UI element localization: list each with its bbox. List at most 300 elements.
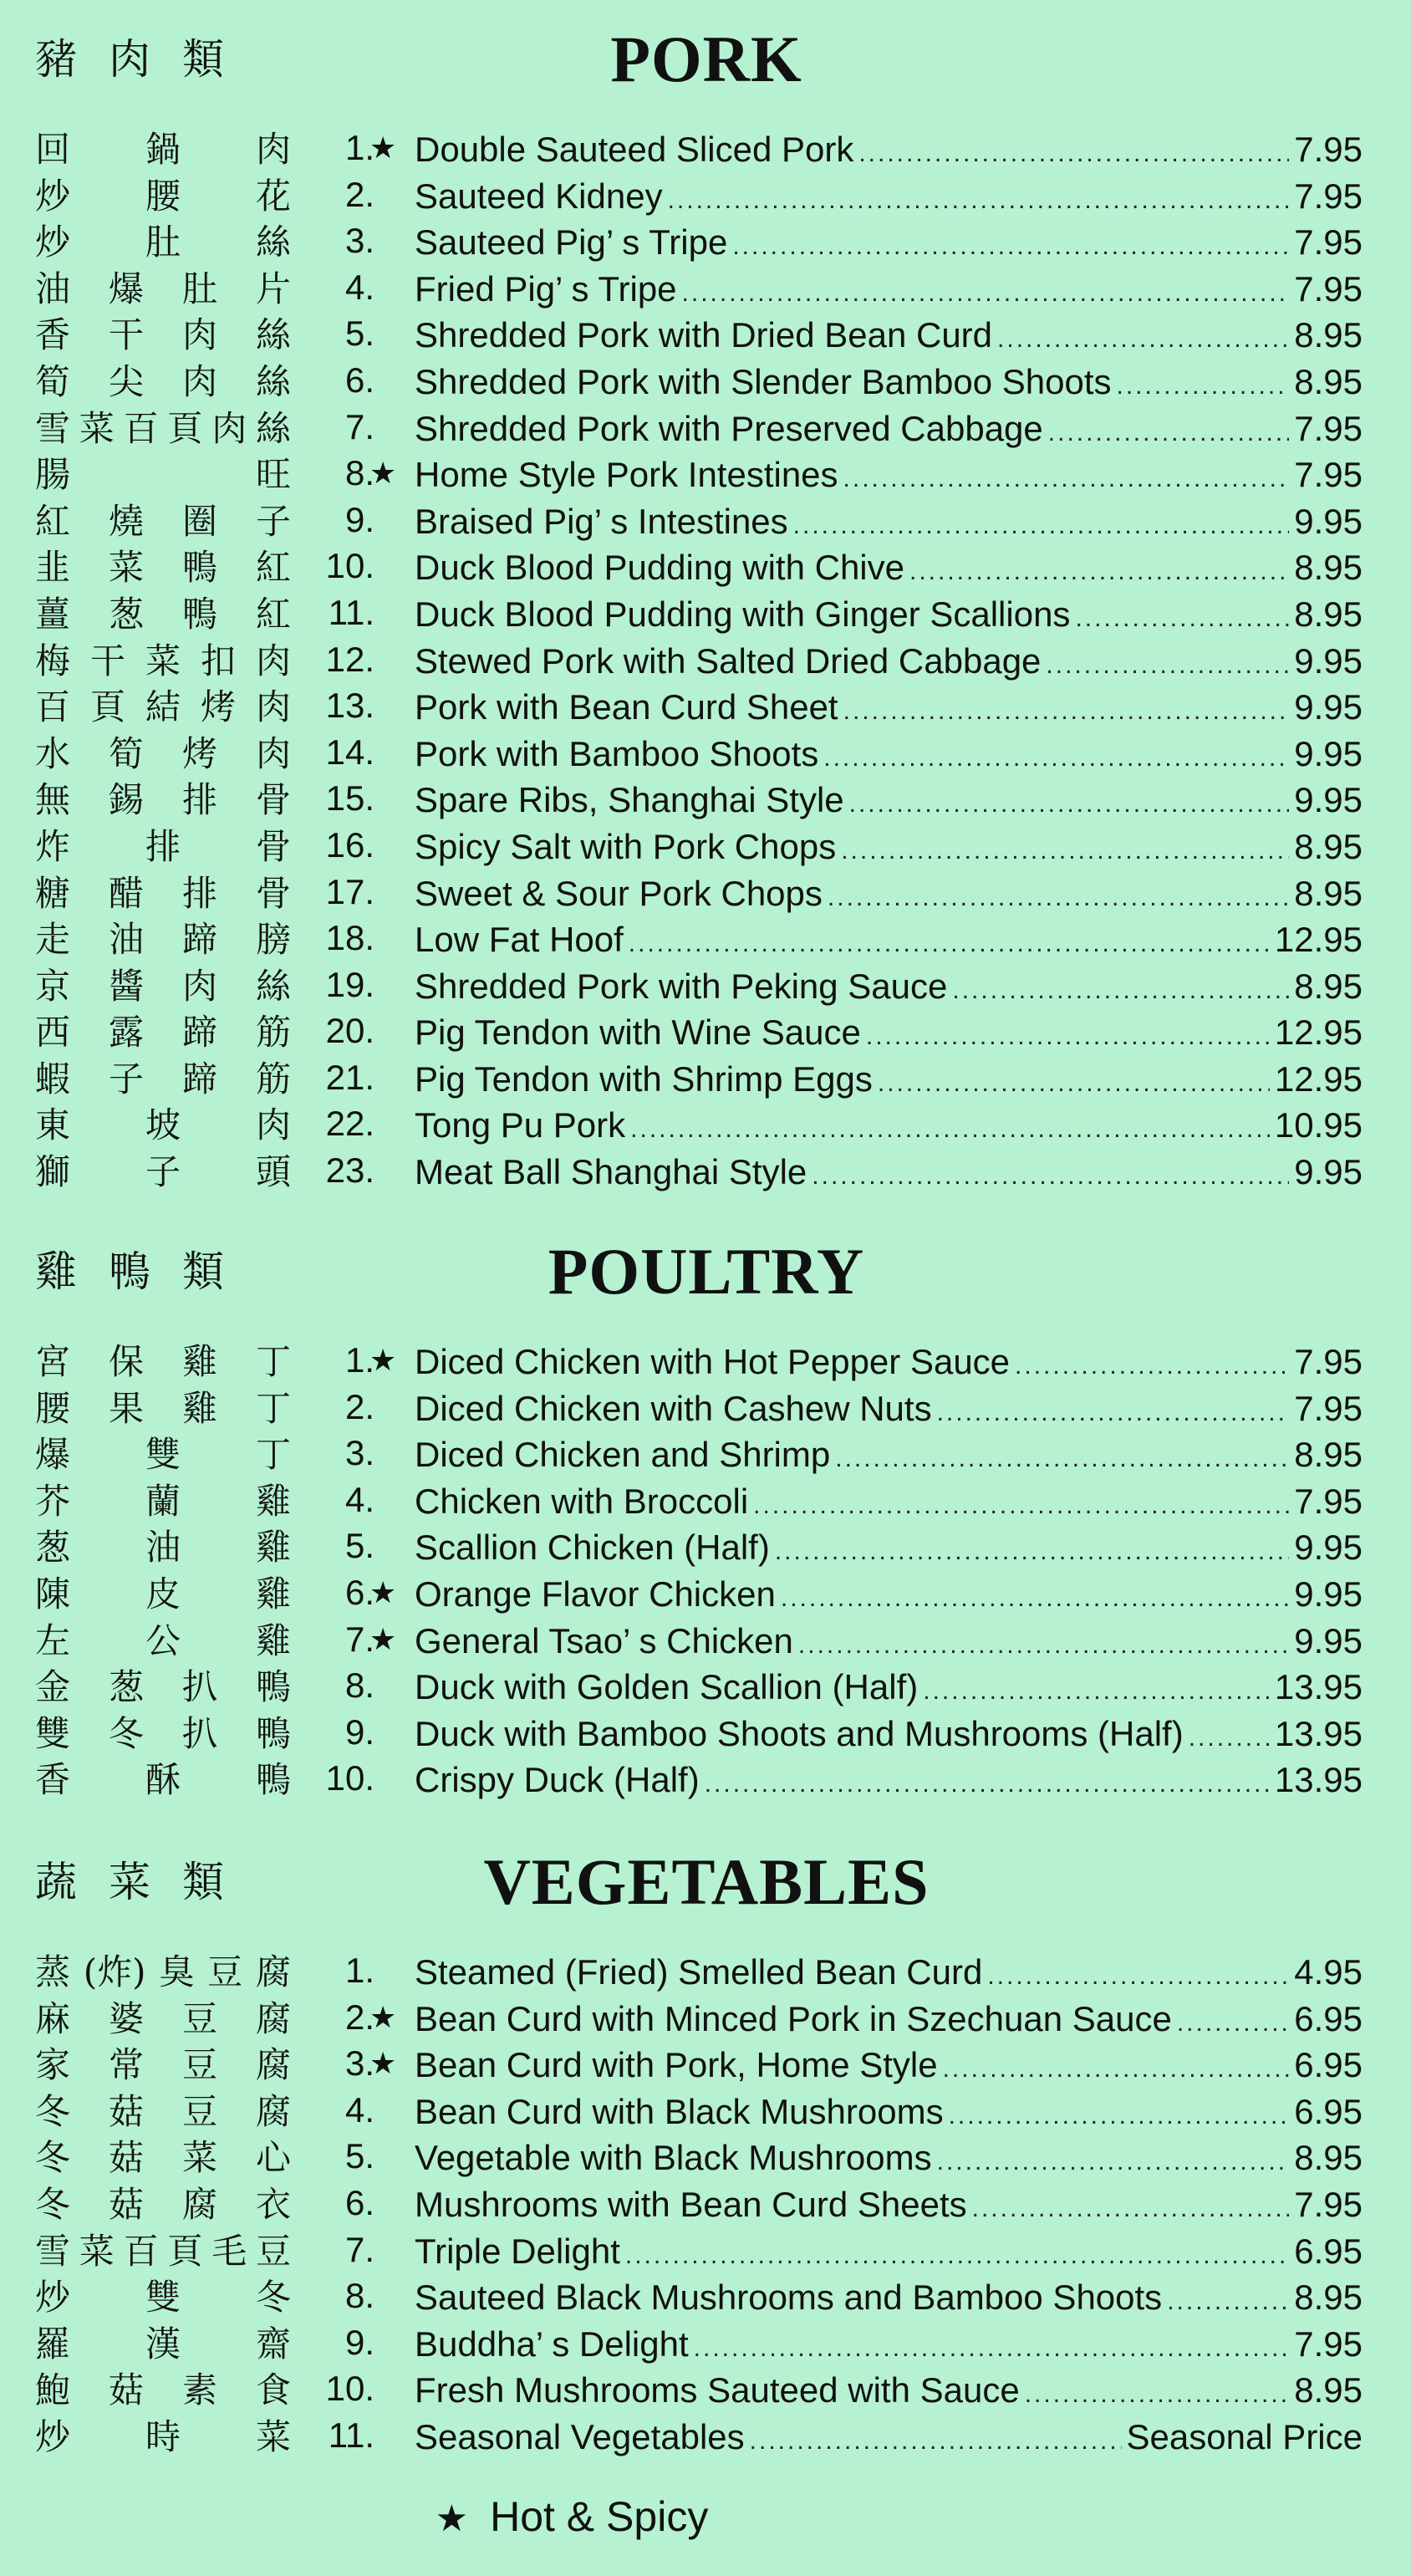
item-number: 17. <box>325 871 374 911</box>
item-number: 3. <box>344 221 374 261</box>
item-price: 9.95 <box>1294 780 1363 820</box>
item-line <box>415 1527 1363 1569</box>
dot-leader <box>937 2147 1290 2177</box>
section-cn-title: 蔬菜類 <box>35 1858 256 1906</box>
item-number: 14. <box>325 732 374 772</box>
menu-item <box>0 2134 1411 2181</box>
item-price: 7.95 <box>1294 1342 1363 1381</box>
item-name: Diced Chicken with Hot Pepper Sauce <box>415 1342 1011 1381</box>
item-price: 8.95 <box>1294 2370 1363 2410</box>
item-chinese-name: 回 鍋 肉 <box>35 129 291 170</box>
item-number: 5. <box>344 314 374 354</box>
menu-item <box>0 2181 1411 2227</box>
item-chinese-name: 腰 果 雞 丁 <box>35 1387 291 1429</box>
menu-item <box>0 1617 1411 1664</box>
star-icon: ★ <box>369 1622 397 1657</box>
item-price: 12.95 <box>1274 1058 1363 1099</box>
item-number: 3. <box>344 1433 374 1473</box>
dot-leader <box>1025 2380 1290 2410</box>
item-name: Tong Pu Pork <box>415 1105 626 1145</box>
item-name: Duck Blood Pudding with Ginger Scallions <box>415 594 1071 634</box>
menu-item <box>0 451 1411 497</box>
item-line <box>415 268 1363 310</box>
dot-leader <box>682 278 1290 309</box>
item-name: Spicy Salt with Pork Chops <box>415 826 837 866</box>
dot-leader <box>812 1161 1289 1191</box>
item-number: 12. <box>325 639 374 679</box>
item-line <box>415 966 1363 1007</box>
item-line <box>415 1151 1363 1193</box>
item-price: 6.95 <box>1294 2231 1363 2271</box>
item-chinese-name: 紅 燒 圈 子 <box>35 500 291 542</box>
item-price: 8.95 <box>1294 361 1363 401</box>
item-price: 7.95 <box>1294 130 1363 169</box>
item-chinese-name: 獅 子 頭 <box>35 1151 291 1193</box>
item-number: 4. <box>344 267 374 307</box>
item-name: Pig Tendon with Shrimp Eggs <box>415 1058 873 1099</box>
dot-leader <box>843 464 1290 494</box>
item-line <box>415 2044 1363 2086</box>
menu-item <box>0 1756 1411 1803</box>
item-price: 8.95 <box>1294 2138 1363 2178</box>
item-price: 8.95 <box>1294 548 1363 588</box>
section-cn-title: 豬肉類 <box>35 35 256 84</box>
item-name: Shredded Pork with Dried Bean Curd <box>415 315 993 355</box>
item-name: Shredded Pork with Preserved Cabbage <box>415 408 1043 448</box>
item-name: Pig Tendon with Wine Sauce <box>415 1013 861 1053</box>
star-icon: ★ <box>369 2000 397 2035</box>
item-line <box>415 779 1363 821</box>
item-price: 12.95 <box>1274 1013 1363 1053</box>
item-name: Sauteed Pig’ s Tripe <box>415 222 728 263</box>
item-line <box>415 1620 1363 1662</box>
section-header <box>0 1229 1411 1338</box>
item-name: Sauteed Black Mushrooms and Bamboo Shoots <box>415 2278 1163 2318</box>
item-name: Sauteed Kidney <box>415 176 663 216</box>
item-price: 8.95 <box>1294 1435 1363 1475</box>
item-chinese-name: 雪 菜 百 頁 肉 絲 <box>35 407 291 449</box>
menu-item <box>0 265 1411 312</box>
dot-leader <box>1189 1723 1270 1753</box>
item-chinese-name: 炒 時 菜 <box>35 2415 291 2457</box>
item-chinese-name: 雙 冬 扒 鴨 <box>35 1712 291 1754</box>
item-line <box>415 1759 1363 1801</box>
item-line <box>415 2416 1363 2458</box>
menu-item <box>0 172 1411 219</box>
item-line <box>415 2277 1363 2318</box>
dot-leader <box>866 1022 1270 1052</box>
item-chinese-name: 筍 尖 肉 絲 <box>35 360 291 402</box>
item-name: Spare Ribs, Shanghai Style <box>415 780 844 820</box>
item-price: 9.95 <box>1294 687 1363 727</box>
item-chinese-name: 百 頁 結 烤 肉 <box>35 686 291 728</box>
dot-leader <box>1177 2008 1289 2038</box>
menu-item <box>0 1710 1411 1757</box>
menu-item <box>0 2320 1411 2367</box>
legend-hot-spicy <box>0 2493 1411 2540</box>
section-header <box>0 1839 1411 1948</box>
item-name: Buddha’ s Delight <box>415 2324 689 2364</box>
menu-list <box>0 1338 1411 1803</box>
menu-item <box>0 1385 1411 1431</box>
item-price: 7.95 <box>1294 455 1363 495</box>
item-number: 8. <box>344 2276 374 2316</box>
item-number: 2. <box>344 1386 374 1426</box>
menu-item <box>0 1338 1411 1385</box>
item-price: 9.95 <box>1294 1574 1363 1614</box>
item-price: 9.95 <box>1294 733 1363 773</box>
menu-item <box>0 1523 1411 1570</box>
item-line <box>415 314 1363 356</box>
item-number: 6. <box>344 2182 374 2222</box>
item-name: Fresh Mushrooms Sauteed with Sauce <box>415 2370 1020 2410</box>
item-chinese-name: 宮 保 雞 丁 <box>35 1341 291 1382</box>
item-number: 6. <box>344 1572 374 1612</box>
dot-leader <box>858 139 1289 169</box>
item-name: Bean Curd with Minced Pork in Szechuan Sauce <box>415 1998 1172 2038</box>
item-price: 10.95 <box>1274 1105 1363 1145</box>
item-line <box>415 361 1363 403</box>
item-price: Seasonal Price <box>1126 2416 1363 2456</box>
item-price: 8.95 <box>1294 873 1363 913</box>
menu-item <box>0 870 1411 916</box>
item-price: 7.95 <box>1294 1481 1363 1521</box>
item-line <box>415 594 1363 635</box>
star-icon: ★ <box>369 131 397 166</box>
item-number: 20. <box>325 1011 374 1051</box>
item-line <box>415 826 1363 868</box>
item-price: 7.95 <box>1294 1388 1363 1428</box>
menu-item <box>0 1008 1411 1055</box>
item-number: 11. <box>328 2415 374 2455</box>
item-price: 9.95 <box>1294 1528 1363 1568</box>
item-chinese-name: 炒 腰 花 <box>35 175 291 217</box>
item-number: 2. <box>344 174 374 214</box>
dot-leader <box>841 836 1289 866</box>
item-name: Bean Curd with Pork, Home Style <box>415 2045 938 2085</box>
item-line <box>415 1574 1363 1615</box>
item-name: Chicken with Broccoli <box>415 1481 749 1521</box>
item-chinese-name: 東 坡 肉 <box>35 1104 291 1146</box>
menu-item <box>0 1570 1411 1617</box>
star-icon: ★ <box>369 2047 397 2082</box>
dot-leader <box>878 1069 1270 1099</box>
item-chinese-name: 糖 醋 排 骨 <box>35 872 291 914</box>
item-number: 9. <box>344 1711 374 1752</box>
item-chinese-name: 炸 排 骨 <box>35 825 291 867</box>
item-chinese-name: 芥 蘭 雞 <box>35 1480 291 1522</box>
item-name: Crispy Duck (Half) <box>415 1760 700 1800</box>
item-chinese-name: 冬 菇 腐 衣 <box>35 2183 291 2225</box>
dot-leader <box>923 1676 1270 1706</box>
item-name: Shredded Pork with Slender Bamboo Shoots <box>415 361 1112 401</box>
menu-item <box>0 823 1411 870</box>
item-line <box>415 222 1363 263</box>
item-price: 13.95 <box>1274 1713 1363 1753</box>
item-name: Diced Chicken and Shrimp <box>415 1435 831 1475</box>
item-price: 12.95 <box>1274 920 1363 960</box>
item-line <box>415 547 1363 589</box>
item-name: Mushrooms with Bean Curd Sheets <box>415 2184 967 2224</box>
menu-item <box>0 637 1411 684</box>
item-name: Pork with Bean Curd Sheet <box>415 687 838 727</box>
item-chinese-name: 金 葱 扒 鴨 <box>35 1666 291 1708</box>
section-title: POULTRY <box>548 1235 865 1308</box>
item-line <box>415 1058 1363 1100</box>
dot-leader <box>1167 2287 1289 2317</box>
item-line <box>415 1434 1363 1476</box>
item-chinese-name: 韭 菜 鴨 紅 <box>35 547 291 589</box>
menu-item <box>0 125 1411 172</box>
item-line <box>415 129 1363 171</box>
item-line <box>415 454 1363 496</box>
item-price: 13.95 <box>1274 1667 1363 1707</box>
item-number: 8. <box>344 1665 374 1706</box>
item-line <box>415 1481 1363 1523</box>
legend-text: Hot & Spicy <box>490 2493 709 2540</box>
item-number: 10. <box>325 546 374 586</box>
item-chinese-name: 家 常 豆 腐 <box>35 2044 291 2086</box>
item-name: Bean Curd with Black Mushrooms <box>415 2091 944 2131</box>
dot-leader <box>798 1630 1289 1660</box>
item-line <box>415 873 1363 915</box>
item-price: 7.95 <box>1294 176 1363 216</box>
item-line <box>415 408 1363 450</box>
item-name: Braised Pig’ s Intestines <box>415 501 788 541</box>
menu-list <box>0 125 1411 1195</box>
item-chinese-name: 爆 雙 丁 <box>35 1434 291 1476</box>
item-name: Home Style Pork Intestines <box>415 455 838 495</box>
item-price: 7.95 <box>1294 222 1363 263</box>
item-line <box>415 1951 1363 1993</box>
item-chinese-name: 無 錫 排 骨 <box>35 779 291 821</box>
item-name: Low Fat Hoof <box>415 920 624 960</box>
menu-item <box>0 1995 1411 2042</box>
item-name: Seasonal Vegetables <box>415 2416 745 2456</box>
item-number: 1. <box>344 1951 374 1990</box>
item-line <box>415 1713 1363 1755</box>
item-line <box>415 2137 1363 2179</box>
item-number: 3. <box>344 2043 374 2084</box>
item-number: 1. <box>344 128 374 167</box>
dot-leader <box>775 1537 1289 1567</box>
star-icon: ★ <box>369 457 397 492</box>
item-name: General Tsao’ s Chicken <box>415 1620 793 1660</box>
item-price: 9.95 <box>1294 640 1363 681</box>
item-line <box>415 1666 1363 1708</box>
menu-item <box>0 1431 1411 1477</box>
menu-item <box>0 683 1411 730</box>
item-chinese-name: 水 筍 烤 肉 <box>35 732 291 774</box>
item-name: Scallion Chicken (Half) <box>415 1528 770 1568</box>
item-chinese-name: 麻 婆 豆 腐 <box>35 1997 291 2039</box>
item-chinese-name: 薑 葱 鴨 紅 <box>35 593 291 635</box>
item-line <box>415 501 1363 543</box>
item-number: 10. <box>325 2369 374 2409</box>
item-price: 6.95 <box>1294 2091 1363 2131</box>
dot-leader <box>1117 371 1290 401</box>
item-chinese-name: 冬 菇 豆 腐 <box>35 2090 291 2132</box>
menu-item <box>0 2088 1411 2135</box>
item-price: 9.95 <box>1294 501 1363 541</box>
item-price: 4.95 <box>1294 1952 1363 1992</box>
dot-leader <box>1075 604 1289 634</box>
section-title: VEGETABLES <box>483 1845 930 1918</box>
menu-item <box>0 358 1411 405</box>
item-number: 7. <box>344 2229 374 2269</box>
dot-leader <box>694 2334 1290 2364</box>
item-chinese-name: 西 露 蹄 筋 <box>35 1012 291 1053</box>
menu-item <box>0 2413 1411 2460</box>
section-pork <box>0 17 1411 1195</box>
menu-item <box>0 2227 1411 2274</box>
item-number: 23. <box>325 1150 374 1191</box>
item-price: 13.95 <box>1274 1760 1363 1800</box>
item-chinese-name: 香 干 肉 絲 <box>35 314 291 356</box>
item-chinese-name: 京 醬 肉 絲 <box>35 965 291 1007</box>
item-name: Diced Chicken with Cashew Nuts <box>415 1388 932 1428</box>
item-line <box>415 640 1363 682</box>
dot-leader <box>668 186 1290 216</box>
item-number: 19. <box>325 964 374 1004</box>
menu-item <box>0 218 1411 265</box>
item-price: 8.95 <box>1294 966 1363 1006</box>
item-line <box>415 1388 1363 1430</box>
menu-item <box>0 1148 1411 1195</box>
menu-item <box>0 543 1411 590</box>
item-chinese-name: 蝦 子 蹄 筋 <box>35 1058 291 1099</box>
item-price: 7.95 <box>1294 268 1363 309</box>
dot-leader <box>987 1961 1289 1992</box>
item-line <box>415 919 1363 961</box>
dot-leader <box>732 232 1289 262</box>
item-name: Steamed (Fried) Smelled Bean Curd <box>415 1952 983 1992</box>
item-price: 7.95 <box>1294 408 1363 448</box>
item-price: 6.95 <box>1294 1998 1363 2038</box>
dot-leader <box>843 696 1290 727</box>
menu-item <box>0 962 1411 1009</box>
item-chinese-name: 炒 肚 絲 <box>35 222 291 263</box>
dot-leader <box>629 929 1270 959</box>
item-number: 2. <box>344 1997 374 2037</box>
dot-leader <box>793 511 1290 541</box>
item-chinese-name: 左 公 雞 <box>35 1620 291 1661</box>
item-number: 21. <box>325 1057 374 1097</box>
item-number: 15. <box>325 778 374 819</box>
dot-leader <box>625 2241 1289 2271</box>
item-chinese-name: 油 爆 肚 片 <box>35 268 291 309</box>
item-number: 22. <box>325 1104 374 1144</box>
item-number: 5. <box>344 2136 374 2176</box>
menu-item <box>0 1055 1411 1102</box>
item-number: 16. <box>325 824 374 865</box>
item-line <box>415 1998 1363 2040</box>
item-line <box>415 2091 1363 2133</box>
menu-list <box>0 1948 1411 2460</box>
item-chinese-name: 蒸 (炸) 臭 豆 腐 <box>35 1951 291 1992</box>
star-icon: ★ <box>369 1575 397 1610</box>
dot-leader <box>952 976 1289 1006</box>
item-number: 1. <box>344 1340 374 1380</box>
item-price: 7.95 <box>1294 2184 1363 2224</box>
item-chinese-name: 走 油 蹄 膀 <box>35 919 291 961</box>
item-number: 7. <box>344 1619 374 1659</box>
item-line <box>415 1104 1363 1146</box>
section-vegetables <box>0 1839 1411 2460</box>
item-name: Duck with Bamboo Shoots and Mushrooms (Half) <box>415 1713 1184 1753</box>
item-line <box>415 1341 1363 1383</box>
item-line <box>415 2184 1363 2226</box>
dot-leader <box>943 2054 1290 2084</box>
menu-item <box>0 311 1411 358</box>
item-number: 18. <box>325 918 374 958</box>
menu-item <box>0 1101 1411 1148</box>
item-name: Fried Pig’ s Tripe <box>415 268 677 309</box>
item-number: 4. <box>344 1479 374 1519</box>
dot-leader <box>949 2101 1290 2131</box>
menu-item <box>0 590 1411 637</box>
item-line <box>415 176 1363 217</box>
item-chinese-name: 冬 菇 菜 心 <box>35 2137 291 2179</box>
dot-leader <box>828 883 1289 913</box>
item-number: 7. <box>344 406 374 446</box>
dot-leader <box>849 789 1290 819</box>
item-name: Shredded Pork with Peking Sauce <box>415 966 948 1006</box>
dot-leader <box>937 1398 1290 1428</box>
menu-item <box>0 497 1411 544</box>
item-price: 7.95 <box>1294 2324 1363 2364</box>
dot-leader <box>909 557 1289 587</box>
item-name: Pork with Bamboo Shoots <box>415 733 819 773</box>
item-line <box>415 2231 1363 2272</box>
dot-leader <box>1046 650 1289 681</box>
item-line <box>415 1012 1363 1053</box>
menu-item <box>0 1663 1411 1710</box>
item-name: Stewed Pork with Salted Dried Cabbage <box>415 640 1042 681</box>
item-price: 9.95 <box>1294 1152 1363 1192</box>
dot-leader <box>997 324 1289 355</box>
item-name: Triple Delight <box>415 2231 620 2271</box>
item-price: 8.95 <box>1294 315 1363 355</box>
dot-leader <box>835 1444 1289 1474</box>
item-name: Vegetable with Black Mushrooms <box>415 2138 932 2178</box>
item-chinese-name: 雪 菜 百 頁 毛 豆 <box>35 2230 291 2272</box>
item-chinese-name: 羅 漢 齋 <box>35 2323 291 2364</box>
item-name: Duck Blood Pudding with Chive <box>415 548 904 588</box>
menu-item <box>0 730 1411 777</box>
section-cn-title: 雞鴨類 <box>35 1247 256 1296</box>
section-poultry <box>0 1229 1411 1803</box>
menu-item <box>0 2366 1411 2413</box>
item-name: Duck with Golden Scallion (Half) <box>415 1667 919 1707</box>
menu-item <box>0 2041 1411 2088</box>
item-chinese-name: 葱 油 雞 <box>35 1527 291 1569</box>
item-name: Double Sauteed Sliced Pork <box>415 130 854 169</box>
item-line <box>415 733 1363 775</box>
item-price: 8.95 <box>1294 594 1363 634</box>
item-chinese-name: 梅 干 菜 扣 肉 <box>35 640 291 681</box>
item-number: 9. <box>344 2322 374 2362</box>
dot-leader <box>1048 418 1289 448</box>
item-price: 8.95 <box>1294 826 1363 866</box>
menu-item <box>0 2273 1411 2320</box>
item-price: 6.95 <box>1294 2045 1363 2085</box>
dot-leader <box>705 1769 1270 1799</box>
menu-item <box>0 916 1411 962</box>
menu-item <box>0 405 1411 451</box>
item-chinese-name: 鮑 菇 素 食 <box>35 2369 291 2411</box>
item-number: 6. <box>344 360 374 400</box>
